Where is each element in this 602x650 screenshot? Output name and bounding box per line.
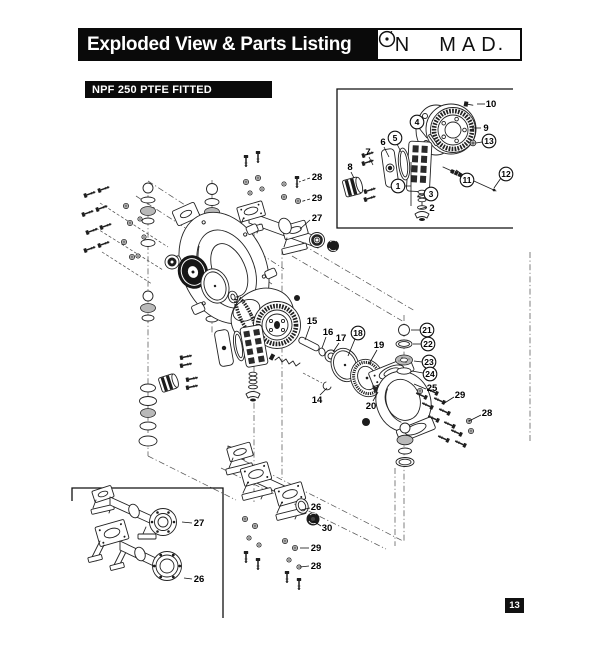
logo-period: . (497, 33, 504, 55)
svg-text:2: 2 (429, 203, 435, 214)
page-title: Exploded View & Parts Listing (87, 33, 352, 55)
inset-box-manifold-options (72, 488, 223, 618)
svg-text:29: 29 (311, 193, 323, 204)
callout-28 (312, 172, 323, 183)
svg-text:7: 7 (365, 147, 371, 158)
callout-6 (380, 137, 385, 148)
svg-text:28: 28 (481, 408, 493, 419)
callout-27 (312, 213, 323, 224)
svg-text:10: 10 (485, 99, 497, 110)
callout-29 (311, 543, 322, 554)
inlet-manifold (226, 442, 320, 590)
svg-text:23: 23 (424, 357, 434, 367)
manifold-plug (327, 240, 339, 252)
logo-letter-m: M (439, 33, 456, 56)
callout-12 (499, 167, 513, 181)
leader-line (300, 199, 310, 202)
svg-text:25: 25 (426, 383, 438, 394)
svg-text:24: 24 (425, 369, 435, 379)
svg-text:30: 30 (321, 523, 333, 534)
svg-text:15: 15 (306, 316, 318, 327)
muffler (342, 176, 364, 197)
callout-29 (455, 390, 466, 401)
manifold-bolts-top (243, 151, 300, 204)
model-label: NPF 250 PTFE FITTED (92, 83, 212, 96)
manifold-bolts-bottom (242, 516, 301, 590)
callout-1 (391, 179, 405, 193)
callout-4 (410, 115, 424, 129)
svg-text:6: 6 (380, 137, 386, 148)
svg-text:11: 11 (462, 175, 472, 185)
leader-line (182, 522, 192, 523)
callout-18 (351, 326, 365, 340)
svg-text:3: 3 (428, 189, 434, 199)
svg-text:9: 9 (483, 123, 489, 134)
manifold-cap (310, 233, 325, 248)
shaft-and-diaphragms-right (269, 336, 389, 426)
callout-19 (374, 340, 385, 351)
leader-line (397, 144, 401, 152)
pilot-valve-assembly (158, 324, 268, 401)
air-valve-body (406, 141, 432, 192)
svg-text:16: 16 (322, 327, 334, 338)
callout-26 (311, 502, 322, 513)
leader-line (184, 578, 192, 579)
callout-9 (483, 123, 488, 134)
callout-21 (420, 323, 434, 337)
cap-nut (470, 140, 476, 146)
callout-28 (311, 561, 322, 572)
callout-3 (424, 187, 438, 201)
svg-text:12: 12 (501, 169, 511, 179)
svg-text:14: 14 (311, 395, 323, 406)
logo-letter-a: A (461, 33, 476, 56)
callout-8 (347, 162, 352, 173)
leader-line (469, 415, 481, 421)
callout-26 (194, 574, 205, 585)
leader-line (414, 361, 422, 362)
leader-line (322, 337, 326, 348)
svg-text:13: 13 (484, 136, 494, 146)
piston-left (165, 255, 179, 269)
svg-text:18: 18 (353, 328, 363, 338)
callout-30 (322, 523, 333, 534)
cap-bolt (464, 101, 474, 107)
svg-text:1: 1 (395, 181, 401, 191)
callout-14 (312, 395, 323, 406)
callout-5 (388, 131, 402, 145)
svg-text:20: 20 (365, 401, 377, 412)
callout-29 (312, 193, 323, 204)
svg-text:4: 4 (414, 117, 420, 127)
callout-2 (429, 203, 434, 214)
callout-15 (307, 316, 318, 327)
retaining-clip (323, 382, 331, 390)
svg-text:17: 17 (335, 333, 347, 344)
svg-text:21: 21 (422, 325, 432, 335)
svg-text:29: 29 (310, 543, 322, 554)
callout-28 (482, 408, 493, 419)
svg-text:26: 26 (193, 574, 205, 585)
svg-text:26: 26 (310, 502, 322, 513)
callout-27 (194, 518, 205, 529)
callout-10 (486, 99, 497, 110)
callout-22 (421, 337, 435, 351)
callout-13 (482, 134, 496, 148)
leader-line (412, 371, 423, 373)
leader-line (494, 178, 501, 188)
logo-letter-d: D (481, 33, 496, 56)
callout-17 (336, 333, 347, 344)
callout-layer (182, 99, 513, 585)
svg-text:27: 27 (311, 213, 323, 224)
callout-20 (366, 401, 377, 412)
svg-text:27: 27 (193, 518, 205, 529)
leader-line (305, 326, 310, 340)
callout-11 (460, 173, 474, 187)
callout-7 (365, 147, 370, 158)
callout-24 (423, 367, 437, 381)
logo-letter-n: N (394, 33, 410, 56)
svg-text:28: 28 (311, 172, 323, 183)
callout-25 (427, 383, 438, 394)
leader-line (320, 388, 327, 395)
svg-text:5: 5 (392, 133, 398, 143)
leader-line (299, 178, 310, 182)
callout-16 (323, 327, 334, 338)
svg-text:22: 22 (423, 339, 433, 349)
svg-text:8: 8 (347, 162, 353, 173)
svg-text:28: 28 (310, 561, 322, 572)
svg-text:29: 29 (454, 390, 466, 401)
svg-text:19: 19 (373, 340, 385, 351)
leader-line (476, 142, 482, 143)
page-number: 13 (505, 598, 524, 613)
